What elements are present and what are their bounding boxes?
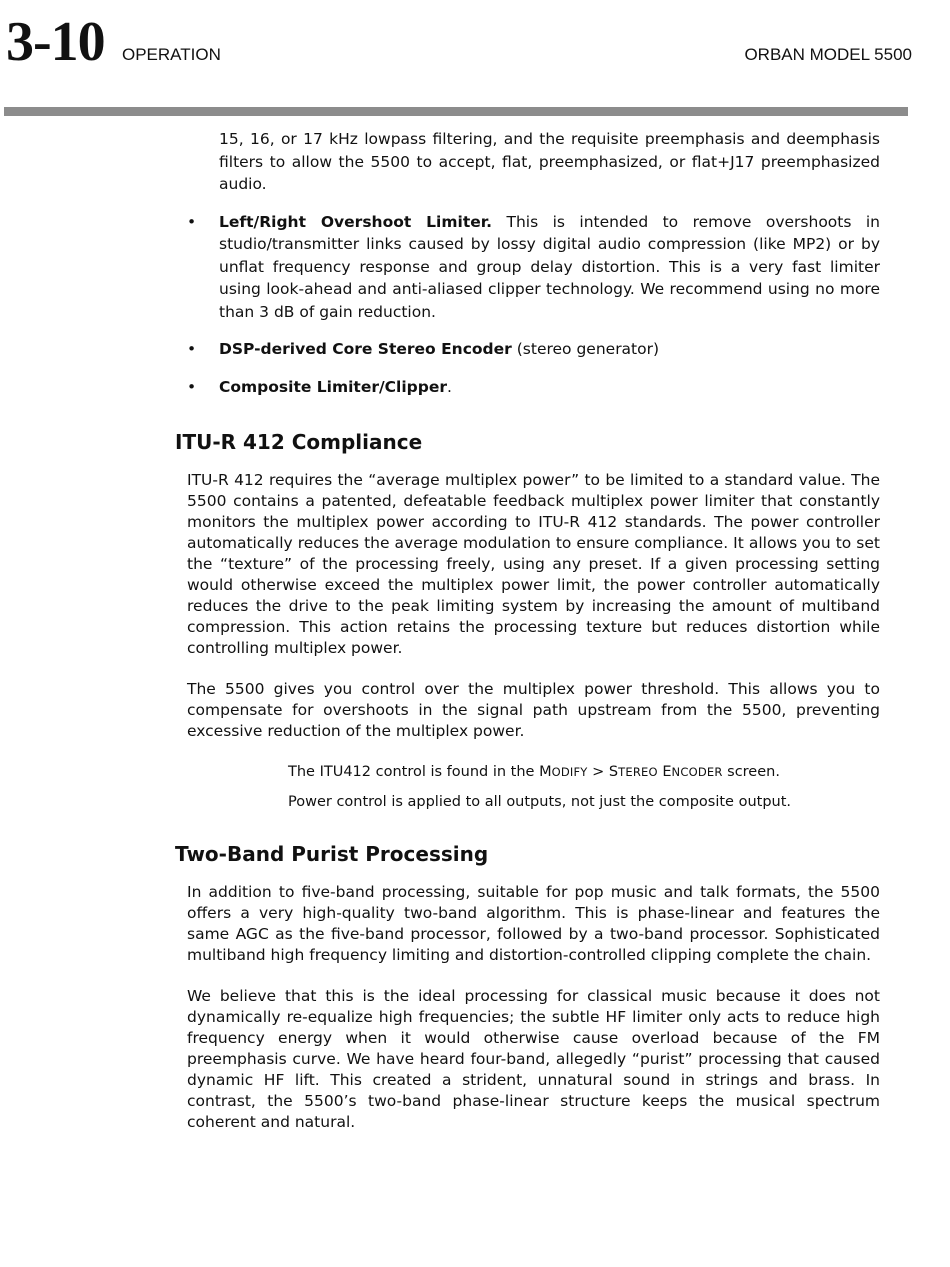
note-smallcaps: M: [539, 763, 552, 780]
bullet-composite-limiter: [219, 376, 880, 399]
note-text: screen.: [722, 763, 780, 780]
note-smallcaps: TEREO: [618, 764, 658, 779]
bullet-title: Composite Limiter/Clipper: [219, 377, 448, 396]
bullet-title: DSP-derived Core Stereo Encoder: [219, 340, 512, 358]
purist-paragraph-2: We believe that this is the ideal processing for classical music because it does not dynamically re-equalize high frequencies; the subtle HF limiter only acts to reduce high frequency energy when it would otherwise cause overload because of the FM preemphasis curve. We have heard four-band, allegedly “purist” processing that caused dynamic HF lift. This created a strident, unnatural sound in strings and brass. In contrast, the 5500’s two-band phase-linear structure keeps the musical spectrum coherent and natural.: [187, 987, 880, 1131]
note-smallcaps: ODIFY: [551, 764, 588, 779]
header-rule: [4, 107, 908, 116]
note-power-control: Power control is applied to all outputs, not just the composite output.: [288, 793, 792, 810]
itu-paragraph-2: The 5500 gives you control over the multiplex power threshold. This allows you to compensate for overshoots in the signal path upstream from the 5500, preventing excessive reduction of the multiplex power.: [187, 679, 880, 740]
bullet-text: (stereo generator): [511, 340, 660, 358]
bullet-overshoot-limiter: [219, 211, 880, 324]
note-smallcaps: E: [662, 763, 672, 780]
page-content: [0, 128, 950, 1149]
bullet-stereo-encoder: [219, 338, 880, 361]
note-smallcaps: NCODER: [671, 764, 723, 779]
heading-itu-compliance: ITU-R 412 Compliance: [175, 430, 423, 454]
bullet-text: This is intended to remove overshoots in studio/transmitter links caused by lossy digital audio compression (like MP2) or by unflat frequency response and group delay distortion. This is a very fast limiter using look-ahead and anti-aliased clipper technology. We recommend using no more than 3 dB of gain reduction.: [219, 212, 880, 321]
purist-paragraph-1: In addition to five-band processing, suitable for pop music and talk formats, the 5500 offers a very high-quality two-band algorithm. This is phase-linear and features the same AGC as the five-band processor, followed by a two-band processor. Sophisticated multiband high frequency limiting and distortion-controlled clipping complete the chain.: [187, 883, 880, 964]
bullet-title: Left/Right Overshoot Limiter.: [219, 212, 493, 231]
itu-paragraph-1: ITU-R 412 requires the “average multiplex power” to be limited to a standard value. The 5500 contains a patented, defeatable feedback multiplex power limiter that constantly monitors the multiplex power according to ITU-R 412 standards. The power controller automatically reduces the average modulation to ensure compliance. It allows you to set the “texture” of the processing freely, using any preset. If a given processing setting would otherwise exceed the multiplex power limit, the power controller automatically reduces the drive to the peak limiting system by increasing the amount of multiband compression. This action retains the processing texture but reduces distortion while controlling multiplex power.: [187, 470, 880, 657]
section-label: OPERATION: [122, 45, 221, 64]
page-number: 3-10: [6, 11, 105, 73]
manual-title: ORBAN MODEL 5500: [744, 45, 912, 64]
note-smallcaps: S: [608, 763, 619, 780]
continuation-paragraph: 15, 16, or 17 kHz lowpass filtering, and the requisite preemphasis and deemphasis filters to allow the 5500 to accept, flat, preemphasized, or flat+J17 preemphasized audio.: [219, 130, 880, 193]
note-text: The ITU412 control is found in the: [288, 763, 540, 780]
bullet-text: .: [447, 377, 452, 396]
heading-two-band-purist: Two-Band Purist Processing: [175, 841, 489, 866]
note-itu412-control: [288, 762, 950, 782]
note-text: >: [587, 763, 609, 780]
